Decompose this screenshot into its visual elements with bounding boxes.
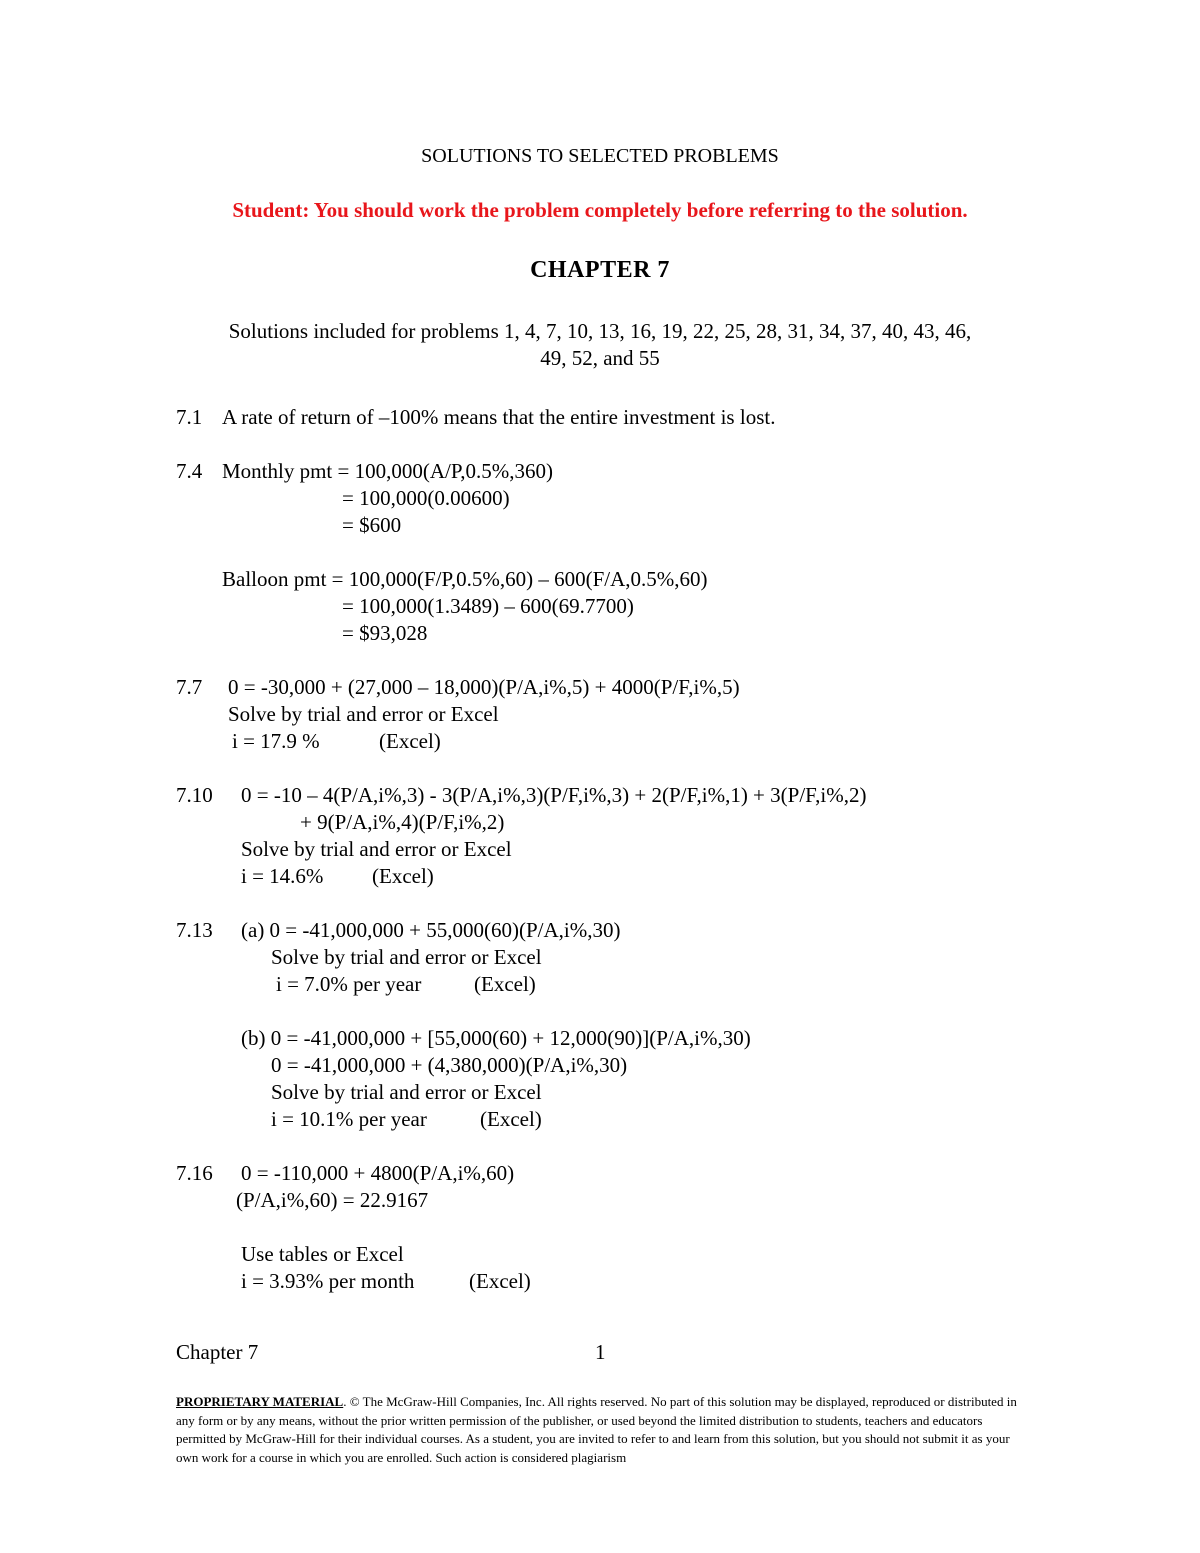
problem-7-13-b-line-3: Solve by trial and error or Excel <box>271 1080 542 1104</box>
proprietary-notice-text: . © The McGraw-Hill Companies, Inc. All rights reserved. No part of this solution may be displayed, reproduced or distributed in any form or by any means, without the prior written permission of the publisher, or used beyond the limited distribution to students, teachers and educators permitted by McGraw-Hill for their individual courses. As a student, you are invited to refer to and learn from this solution, but you should not submit it as your own work for a course in which you are enrolled. Such action is considered plagiarism <box>176 1394 1017 1465</box>
proprietary-notice-title: PROPRIETARY MATERIAL <box>176 1394 344 1409</box>
problem-7-13-a-line-1: (a) 0 = -41,000,000 + 55,000(60)(P/A,i%,30) <box>241 918 621 942</box>
proprietary-notice <box>176 1393 1026 1467</box>
problem-7-16-line-2: (P/A,i%,60) = 22.9167 <box>236 1188 429 1212</box>
problem-7-10-line-2: + 9(P/A,i%,4)(P/F,i%,2) <box>300 810 505 834</box>
problem-7-4-line-5: = 100,000(1.3489) – 600(69.7700) <box>342 594 634 618</box>
problem-7-10-excel: (Excel) <box>372 864 434 888</box>
problem-7-16-line-1: 0 = -110,000 + 4800(P/A,i%,60) <box>241 1161 515 1185</box>
problem-7-4-number: 7.4 <box>176 459 203 483</box>
problem-7-7-line-1: 0 = -30,000 + (27,000 – 18,000)(P/A,i%,5) + 4000(P/F,i%,5) <box>228 675 740 699</box>
problem-7-16-number: 7.16 <box>176 1161 213 1185</box>
page-title: SOLUTIONS TO SELECTED PROBLEMS <box>421 145 779 167</box>
problem-7-13-a-line-2: Solve by trial and error or Excel <box>271 945 542 969</box>
problem-7-7-excel: (Excel) <box>379 729 441 753</box>
problem-7-16-line-4: i = 3.93% per month <box>241 1269 415 1293</box>
problem-7-13-b-line-1: (b) 0 = -41,000,000 + [55,000(60) + 12,000(90)](P/A,i%,30) <box>241 1026 751 1050</box>
problem-7-13-b-line-2: 0 = -41,000,000 + (4,380,000)(P/A,i%,30) <box>271 1053 628 1077</box>
problem-7-4-line-4: Balloon pmt = 100,000(F/P,0.5%,60) – 600(F/A,0.5%,60) <box>222 567 708 591</box>
problem-7-7-number: 7.7 <box>176 675 203 699</box>
problem-7-4-line-1: Monthly pmt = 100,000(A/P,0.5%,360) <box>222 459 553 483</box>
problem-7-13-b-excel: (Excel) <box>480 1107 542 1131</box>
problem-7-16-excel: (Excel) <box>469 1269 531 1293</box>
problem-7-10-number: 7.10 <box>176 783 213 807</box>
problem-7-13-number: 7.13 <box>176 918 213 942</box>
problem-7-13-b-line-4: i = 10.1% per year <box>271 1107 427 1131</box>
problem-7-16-line-3: Use tables or Excel <box>241 1242 404 1266</box>
problem-7-4-line-3: = $600 <box>342 513 402 537</box>
problem-7-7-line-3: i = 17.9 % <box>232 729 320 753</box>
problem-7-13-a-line-3: i = 7.0% per year <box>276 972 422 996</box>
footer-chapter-label: Chapter 7 <box>176 1340 259 1364</box>
problem-7-4-line-6: = $93,028 <box>342 621 428 645</box>
problem-7-10-line-3: Solve by trial and error or Excel <box>241 837 512 861</box>
footer-page-number: 1 <box>595 1340 606 1364</box>
problem-7-4-line-2: = 100,000(0.00600) <box>342 486 510 510</box>
student-warning: Student: You should work the problem completely before referring to the solution. <box>232 198 968 222</box>
chapter-heading: CHAPTER 7 <box>530 257 670 283</box>
problem-7-1-number: 7.1 <box>176 405 203 429</box>
intro-line-2: 49, 52, and 55 <box>540 346 660 370</box>
problem-7-13-a-excel: (Excel) <box>474 972 536 996</box>
problem-7-10-line-1: 0 = -10 – 4(P/A,i%,3) - 3(P/A,i%,3)(P/F,i%,3) + 2(P/F,i%,1) + 3(P/F,i%,2) <box>241 783 867 807</box>
intro-line-1: Solutions included for problems 1, 4, 7, 10, 13, 16, 19, 22, 25, 28, 31, 34, 37, 40, 43, 46, <box>228 319 972 343</box>
problem-7-1-text: A rate of return of –100% means that the entire investment is lost. <box>222 405 776 429</box>
problem-7-10-line-4: i = 14.6% <box>241 864 324 888</box>
problem-7-7-line-2: Solve by trial and error or Excel <box>228 702 499 726</box>
